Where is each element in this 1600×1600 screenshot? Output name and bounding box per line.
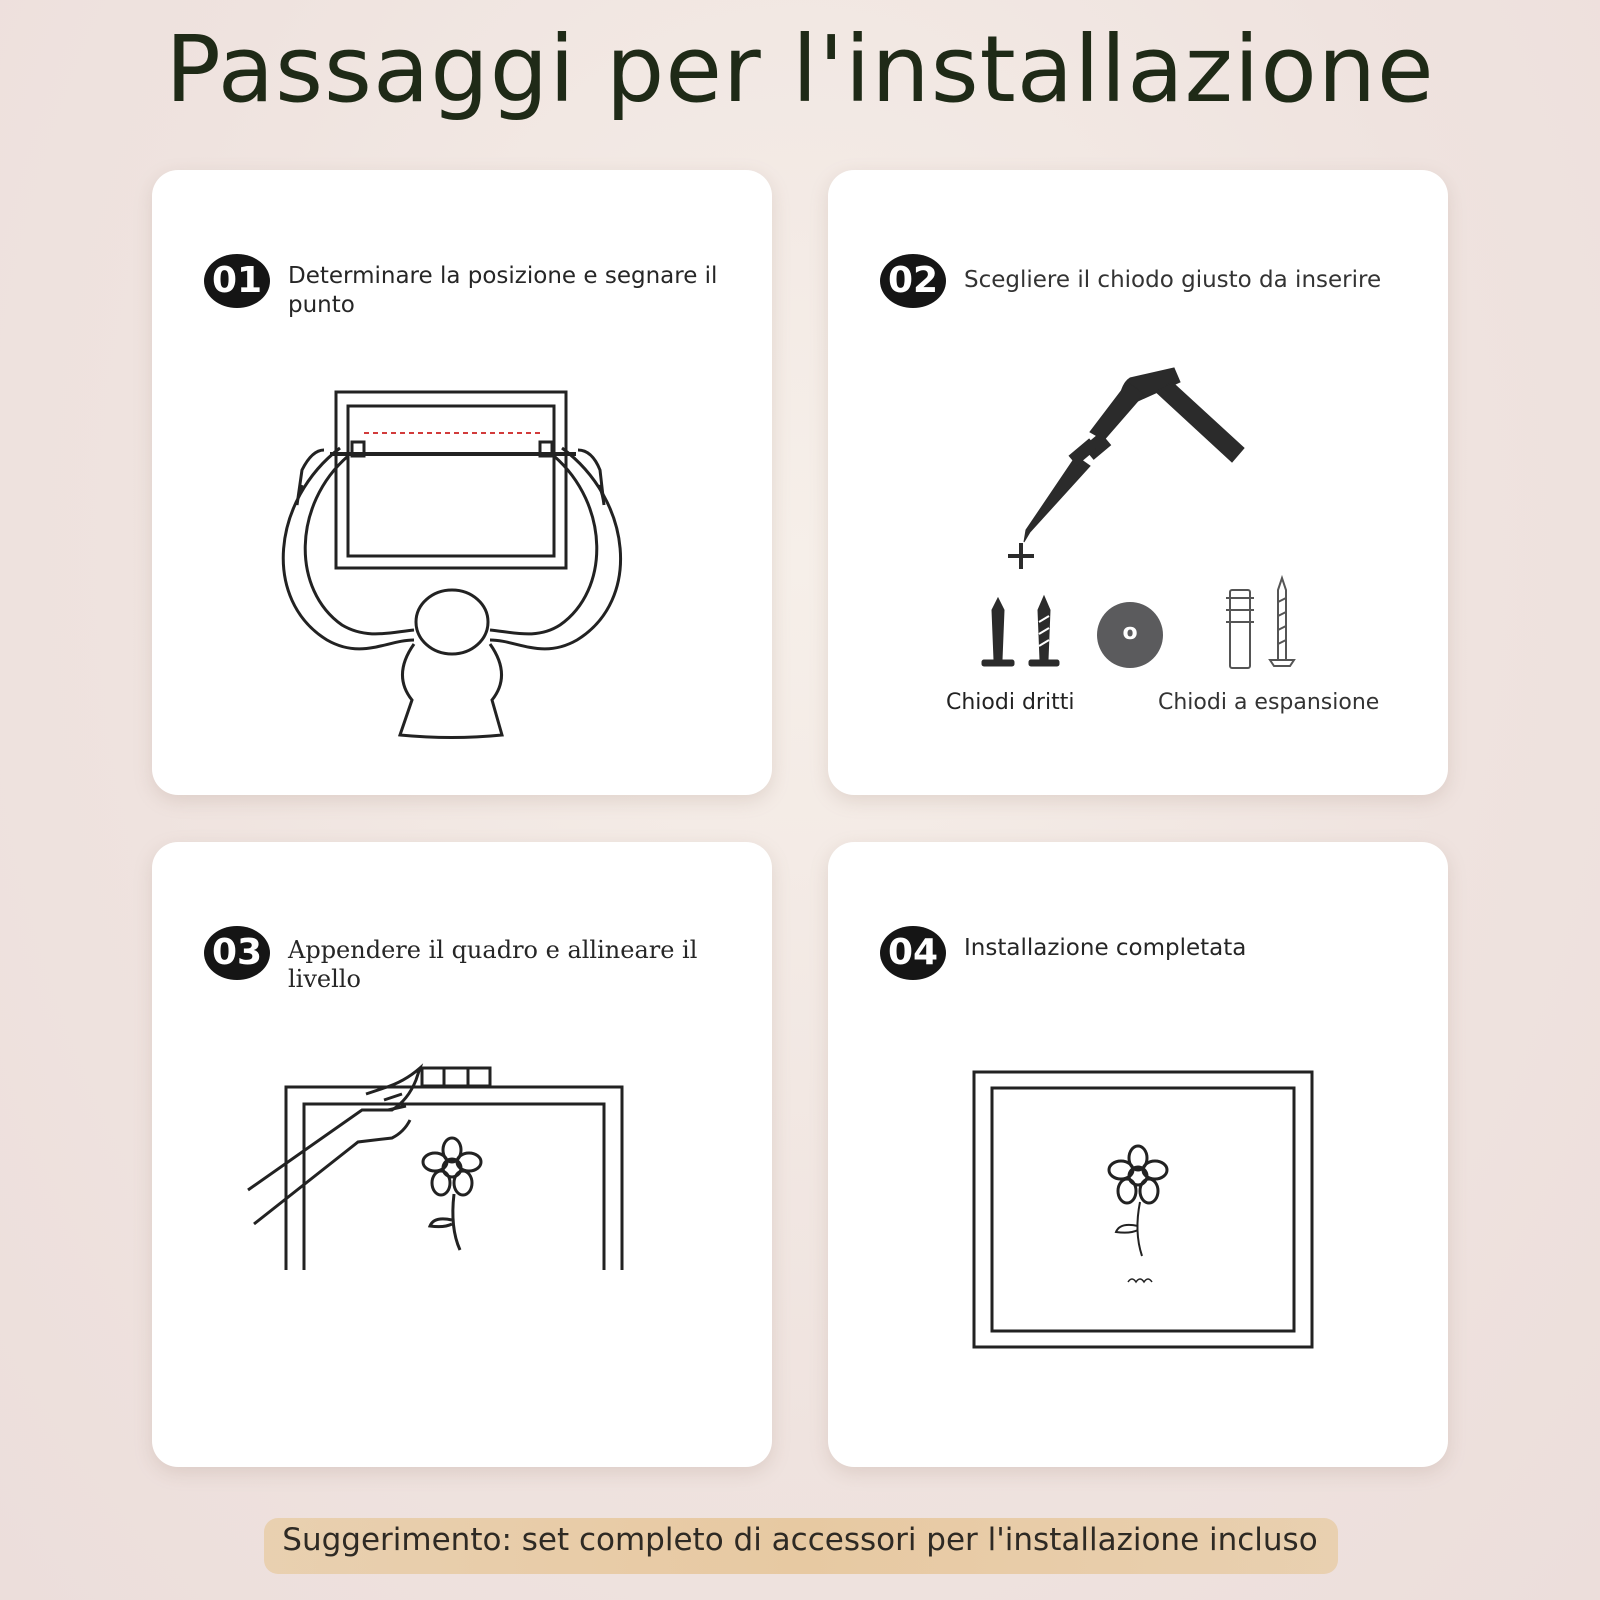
straight-nails-label: Chiodi dritti: [946, 690, 1075, 715]
straight-nails-icon: [982, 596, 1059, 666]
step-description: Determinare la posizione e segnare il punto: [288, 263, 718, 318]
or-separator: o: [1122, 620, 1138, 645]
step-card-2: [828, 170, 1448, 795]
page-title: Passaggi per l'installazione: [165, 16, 1435, 123]
step-number-badge: 02: [880, 254, 946, 308]
step-description: Installazione completata: [964, 935, 1247, 961]
hand-level-icon: [152, 842, 772, 1467]
step-description: Appendere il quadro e allineare il livello: [288, 936, 698, 993]
step-number-badge: 04: [880, 926, 946, 980]
step-card-4: [828, 842, 1448, 1467]
anchor-screws-icon: [1226, 578, 1294, 668]
flower-frame-icon: [828, 842, 1448, 1467]
step-card-1: [152, 170, 772, 795]
tip-text: Suggerimento: set completo di accessori per l'installazione incluso: [282, 1522, 1318, 1558]
step-number-badge: 01: [204, 254, 270, 308]
step-card-3: [152, 842, 772, 1467]
step-description: Scegliere il chiodo giusto da inserire: [964, 267, 1382, 293]
person-hanging-frame-icon: [152, 170, 772, 795]
step-number-badge: 03: [204, 926, 270, 980]
anchor-nails-label: Chiodi a espansione: [1158, 690, 1380, 715]
